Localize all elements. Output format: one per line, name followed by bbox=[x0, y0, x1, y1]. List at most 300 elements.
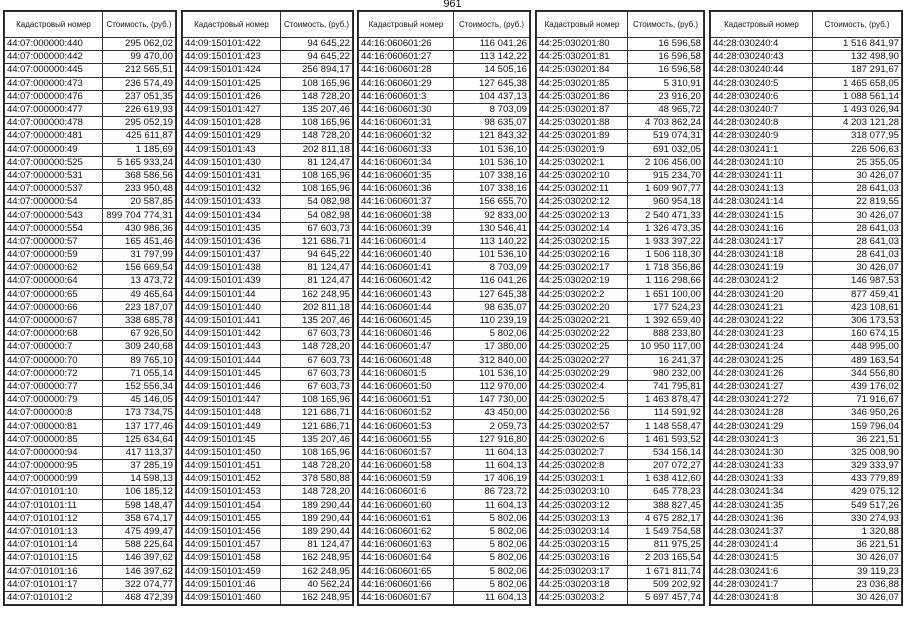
cost-cell: 5 802,06 bbox=[454, 512, 530, 525]
cost-cell: 330 274,93 bbox=[813, 512, 902, 525]
cadastral-number-cell: 44:09:150101:436 bbox=[183, 235, 281, 248]
cost-cell: 71 055,14 bbox=[103, 367, 176, 380]
cost-cell: 645 778,23 bbox=[628, 486, 704, 499]
cost-cell: 899 704 774,31 bbox=[103, 209, 176, 222]
cost-cell: 81 124,47 bbox=[281, 275, 353, 288]
table-row bbox=[711, 565, 902, 578]
cadastral-number-cell: 44:07:000000:481 bbox=[5, 130, 103, 143]
cost-cell: 8 703,09 bbox=[454, 262, 530, 275]
cadastral-number-cell: 44:09:150101:427 bbox=[183, 103, 281, 116]
cadastral-number-cell: 44:25:030202:6 bbox=[537, 433, 628, 446]
cadastral-number-cell: 44:28:030240:43 bbox=[711, 51, 813, 64]
cost-cell: 4 675 282,17 bbox=[628, 512, 704, 525]
cadastral-number-cell: 44:28:030240:6 bbox=[711, 90, 813, 103]
cadastral-number-cell: 44:25:030203:17 bbox=[537, 565, 628, 578]
cost-cell: 127 645,38 bbox=[454, 288, 530, 301]
table-row bbox=[359, 473, 530, 486]
table-row bbox=[537, 433, 704, 446]
cadastral-number-cell: 44:07:010101:13 bbox=[5, 525, 103, 538]
cost-cell: 534 156,14 bbox=[628, 446, 704, 459]
table-row bbox=[537, 38, 704, 51]
cost-cell: 433 779,89 bbox=[813, 473, 902, 486]
cost-cell: 877 459,41 bbox=[813, 288, 902, 301]
cadastral-number-cell: 44:25:030202:14 bbox=[537, 222, 628, 235]
cadastral-number-cell: 44:16:060601:37 bbox=[359, 196, 454, 209]
cost-cell: 888 233,80 bbox=[628, 328, 704, 341]
table-row bbox=[5, 328, 176, 341]
cost-cell: 148 728,20 bbox=[281, 90, 353, 103]
table-row bbox=[537, 301, 704, 314]
table-row bbox=[183, 499, 353, 512]
cadastral-number-cell: 44:16:060601:50 bbox=[359, 380, 454, 393]
table-row bbox=[359, 262, 530, 275]
table-row bbox=[711, 183, 902, 196]
cost-cell: 439 176,02 bbox=[813, 380, 902, 393]
table-row bbox=[359, 51, 530, 64]
cadastral-number-cell: 44:16:060601:45 bbox=[359, 314, 454, 327]
cadastral-number-cell: 44:07:000000:85 bbox=[5, 433, 103, 446]
table-row bbox=[537, 262, 704, 275]
cadastral-number-cell: 44:09:150101:459 bbox=[183, 565, 281, 578]
table-row bbox=[183, 446, 353, 459]
table-row bbox=[711, 156, 902, 169]
table-row bbox=[5, 394, 176, 407]
cost-cell: 148 728,20 bbox=[281, 341, 353, 354]
cadastral-number-cell: 44:07:000000:77 bbox=[5, 380, 103, 393]
cadastral-number-cell: 44:16:060601:4 bbox=[359, 235, 454, 248]
table-row bbox=[183, 314, 353, 327]
cadastral-number-cell: 44:28:030241:29 bbox=[711, 420, 813, 433]
cadastral-number-cell: 44:16:060601:35 bbox=[359, 169, 454, 182]
cost-cell: 11 604,13 bbox=[454, 460, 530, 473]
cadastral-number-cell: 44:28:030241:36 bbox=[711, 512, 813, 525]
cost-cell: 67 603,73 bbox=[281, 367, 353, 380]
table-row bbox=[5, 591, 176, 604]
cadastral-number-cell: 44:16:060601:6 bbox=[359, 486, 454, 499]
table-row bbox=[359, 539, 530, 552]
cadastral-number-cell: 44:07:010101:12 bbox=[5, 512, 103, 525]
table-row bbox=[537, 539, 704, 552]
cadastral-number-cell: 44:09:150101:430 bbox=[183, 156, 281, 169]
cost-cell: 30 426,07 bbox=[813, 262, 902, 275]
cadastral-number-cell: 44:25:030203:16 bbox=[537, 552, 628, 565]
cost-cell: 5 165 933,24 bbox=[103, 156, 176, 169]
cadastral-number-cell: 44:07:000000:99 bbox=[5, 473, 103, 486]
table-row bbox=[537, 341, 704, 354]
cost-cell: 107 338,16 bbox=[454, 183, 530, 196]
cost-cell: 5 697 457,74 bbox=[628, 591, 704, 604]
cadastral-number-cell: 44:09:150101:424 bbox=[183, 64, 281, 77]
table-row bbox=[537, 473, 704, 486]
cost-cell: 423 108,61 bbox=[813, 301, 902, 314]
table-row bbox=[711, 354, 902, 367]
cadastral-number-cell: 44:28:030241:33 bbox=[711, 460, 813, 473]
cost-cell: 162 248,95 bbox=[281, 565, 353, 578]
table-row bbox=[537, 275, 704, 288]
cadastral-number-cell: 44:28:030241:18 bbox=[711, 249, 813, 262]
cost-cell: 468 472,39 bbox=[103, 591, 176, 604]
cost-cell: 1 609 907,77 bbox=[628, 183, 704, 196]
cadastral-number-cell: 44:28:030241:6 bbox=[711, 565, 813, 578]
table-row bbox=[183, 578, 353, 591]
table-row bbox=[183, 90, 353, 103]
cadastral-number-cell: 44:07:010101:15 bbox=[5, 552, 103, 565]
cadastral-number-cell: 44:25:030202:21 bbox=[537, 314, 628, 327]
cadastral-number-cell: 44:07:010101:10 bbox=[5, 486, 103, 499]
cost-cell: 54 082,98 bbox=[281, 209, 353, 222]
cadastral-number-cell: 44:28:030241:2 bbox=[711, 275, 813, 288]
table-row bbox=[359, 512, 530, 525]
table-row bbox=[5, 235, 176, 248]
cost-cell: 92 833,00 bbox=[454, 209, 530, 222]
cadastral-number-cell: 44:28:030241:7 bbox=[711, 578, 813, 591]
cadastral-number-cell: 44:28:030241:8 bbox=[711, 591, 813, 604]
table-row bbox=[183, 288, 353, 301]
cost-cell: 691 032,05 bbox=[628, 143, 704, 156]
cost-cell: 114 591,92 bbox=[628, 407, 704, 420]
table-row bbox=[359, 433, 530, 446]
cost-cell: 344 556,80 bbox=[813, 367, 902, 380]
table-row bbox=[5, 486, 176, 499]
cadastral-number-cell: 44:28:030241:16 bbox=[711, 222, 813, 235]
header-cadastral: Кадастровый номер bbox=[711, 12, 813, 38]
cost-cell: 146 987,53 bbox=[813, 275, 902, 288]
cost-cell: 108 165,96 bbox=[281, 183, 353, 196]
cadastral-number-cell: 44:07:010101:16 bbox=[5, 565, 103, 578]
cost-cell: 187 291,67 bbox=[813, 64, 902, 77]
cadastral-number-cell: 44:07:000000:473 bbox=[5, 77, 103, 90]
table-row bbox=[711, 288, 902, 301]
cost-cell: 112 970,00 bbox=[454, 380, 530, 393]
table-row bbox=[359, 591, 530, 604]
cadastral-number-cell: 44:07:000000:8 bbox=[5, 407, 103, 420]
table-row bbox=[711, 143, 902, 156]
table-row bbox=[711, 341, 902, 354]
table-row bbox=[183, 130, 353, 143]
table-row bbox=[183, 51, 353, 64]
cost-cell: 30 426,07 bbox=[813, 209, 902, 222]
cadastral-number-cell: 44:25:030203:14 bbox=[537, 525, 628, 538]
table-row bbox=[359, 235, 530, 248]
table-row bbox=[359, 499, 530, 512]
cost-cell: 417 113,37 bbox=[103, 446, 176, 459]
cadastral-number-cell: 44:16:060601:48 bbox=[359, 354, 454, 367]
table-row bbox=[5, 380, 176, 393]
table-row bbox=[5, 473, 176, 486]
cost-cell: 81 124,47 bbox=[281, 262, 353, 275]
cost-cell: 5 802,06 bbox=[454, 525, 530, 538]
table-row bbox=[183, 354, 353, 367]
cadastral-number-cell: 44:09:150101:441 bbox=[183, 314, 281, 327]
cost-cell: 223 187,07 bbox=[103, 301, 176, 314]
cost-cell: 598 148,47 bbox=[103, 499, 176, 512]
cost-cell: 49 465,64 bbox=[103, 288, 176, 301]
cadastral-number-cell: 44:16:060601:51 bbox=[359, 394, 454, 407]
cost-cell: 22 819,55 bbox=[813, 196, 902, 209]
cost-cell: 20 587,85 bbox=[103, 196, 176, 209]
cadastral-number-cell: 44:28:030241:22 bbox=[711, 314, 813, 327]
cadastral-number-cell: 44:16:060601:41 bbox=[359, 262, 454, 275]
cost-cell: 16 596,58 bbox=[628, 38, 704, 51]
cadastral-number-cell: 44:07:000000:68 bbox=[5, 328, 103, 341]
cost-cell: 811 975,25 bbox=[628, 539, 704, 552]
cadastral-number-cell: 44:09:150101:439 bbox=[183, 275, 281, 288]
cadastral-number-cell: 44:28:030241:21 bbox=[711, 301, 813, 314]
cadastral-number-cell: 44:09:150101:45 bbox=[183, 433, 281, 446]
header-cost: Стоимость, (руб.) bbox=[281, 12, 353, 38]
table-row bbox=[537, 499, 704, 512]
cost-cell: 48 965,72 bbox=[628, 103, 704, 116]
cadastral-number-cell: 44:07:000000:81 bbox=[5, 420, 103, 433]
table-row bbox=[359, 103, 530, 116]
table-row bbox=[5, 183, 176, 196]
table-row bbox=[537, 512, 704, 525]
cost-cell: 30 426,07 bbox=[813, 591, 902, 604]
table-row bbox=[711, 525, 902, 538]
cost-cell: 11 604,13 bbox=[454, 446, 530, 459]
cadastral-number-cell: 44:09:150101:437 bbox=[183, 249, 281, 262]
cadastral-number-cell: 44:28:030241:25 bbox=[711, 354, 813, 367]
table-row bbox=[359, 407, 530, 420]
cost-cell: 17 380,00 bbox=[454, 341, 530, 354]
table-row bbox=[5, 460, 176, 473]
table-row bbox=[711, 446, 902, 459]
table-row bbox=[183, 328, 353, 341]
cost-cell: 116 041,26 bbox=[454, 275, 530, 288]
cadastral-number-cell: 44:28:030241:20 bbox=[711, 288, 813, 301]
table-row bbox=[183, 103, 353, 116]
cost-cell: 43 450,00 bbox=[454, 407, 530, 420]
cost-cell: 425 611,87 bbox=[103, 130, 176, 143]
cost-cell: 71 916,67 bbox=[813, 394, 902, 407]
header-cadastral: Кадастровый номер bbox=[183, 12, 281, 38]
cost-cell: 135 207,46 bbox=[281, 314, 353, 327]
cost-cell: 368 586,56 bbox=[103, 169, 176, 182]
cadastral-number-cell: 44:07:000000:70 bbox=[5, 354, 103, 367]
cost-cell: 1 671 811,74 bbox=[628, 565, 704, 578]
cadastral-number-cell: 44:25:030202:20 bbox=[537, 301, 628, 314]
cadastral-number-cell: 44:28:030241:26 bbox=[711, 367, 813, 380]
cost-cell: 177 524,23 bbox=[628, 301, 704, 314]
cadastral-number-cell: 44:28:030241:30 bbox=[711, 446, 813, 459]
cost-cell: 338 685,78 bbox=[103, 314, 176, 327]
header-row bbox=[183, 12, 353, 38]
table-row bbox=[537, 235, 704, 248]
cost-cell: 127 645,38 bbox=[454, 77, 530, 90]
cadastral-number-cell: 44:28:030241:37 bbox=[711, 525, 813, 538]
cadastral-number-cell: 44:25:030202:10 bbox=[537, 169, 628, 182]
table-row bbox=[711, 249, 902, 262]
cadastral-number-cell: 44:07:000000:94 bbox=[5, 446, 103, 459]
table-row bbox=[5, 169, 176, 182]
cost-cell: 110 239,19 bbox=[454, 314, 530, 327]
cadastral-number-cell: 44:16:060601:33 bbox=[359, 143, 454, 156]
cost-cell: 4 203 121,28 bbox=[813, 117, 902, 130]
cost-cell: 256 894,17 bbox=[281, 64, 353, 77]
cadastral-number-cell: 44:09:150101:440 bbox=[183, 301, 281, 314]
cadastral-number-cell: 44:28:030240:5 bbox=[711, 77, 813, 90]
table-row bbox=[183, 460, 353, 473]
table-row bbox=[183, 394, 353, 407]
table-row bbox=[359, 156, 530, 169]
table-row bbox=[359, 222, 530, 235]
table-row bbox=[711, 103, 902, 116]
cost-cell: 94 645,22 bbox=[281, 38, 353, 51]
cadastral-number-cell: 44:16:060601:5 bbox=[359, 367, 454, 380]
table-row bbox=[183, 525, 353, 538]
cost-cell: 162 248,95 bbox=[281, 288, 353, 301]
table-row bbox=[359, 169, 530, 182]
cadastral-number-cell: 44:25:030201:80 bbox=[537, 38, 628, 51]
cadastral-number-cell: 44:25:030202:12 bbox=[537, 196, 628, 209]
cost-cell: 295 052,19 bbox=[103, 117, 176, 130]
cadastral-number-cell: 44:16:060601:30 bbox=[359, 103, 454, 116]
table-row bbox=[5, 512, 176, 525]
cost-cell: 67 603,73 bbox=[281, 328, 353, 341]
cost-cell: 135 207,46 bbox=[281, 103, 353, 116]
cadastral-number-cell: 44:07:000000:49 bbox=[5, 143, 103, 156]
table-row bbox=[5, 77, 176, 90]
cadastral-number-cell: 44:16:060601:28 bbox=[359, 64, 454, 77]
cadastral-number-cell: 44:28:030240:9 bbox=[711, 130, 813, 143]
cadastral-number-cell: 44:25:030202:25 bbox=[537, 341, 628, 354]
table-row bbox=[5, 249, 176, 262]
cadastral-number-cell: 44:16:060601:60 bbox=[359, 499, 454, 512]
table-row bbox=[359, 552, 530, 565]
cadastral-number-cell: 44:09:150101:442 bbox=[183, 328, 281, 341]
cost-cell: 1 638 412,60 bbox=[628, 473, 704, 486]
cadastral-number-cell: 44:09:150101:447 bbox=[183, 394, 281, 407]
cadastral-number-cell: 44:16:060601:57 bbox=[359, 446, 454, 459]
table-row bbox=[183, 380, 353, 393]
cadastral-number-cell: 44:09:150101:428 bbox=[183, 117, 281, 130]
cadastral-number-cell: 44:16:060601:52 bbox=[359, 407, 454, 420]
cadastral-number-cell: 44:09:150101:453 bbox=[183, 486, 281, 499]
cost-cell: 159 796,04 bbox=[813, 420, 902, 433]
cadastral-number-cell: 44:25:030202:13 bbox=[537, 209, 628, 222]
table-row bbox=[711, 473, 902, 486]
cadastral-number-cell: 44:16:060601:61 bbox=[359, 512, 454, 525]
cadastral-number-cell: 44:07:010101:17 bbox=[5, 578, 103, 591]
table-row bbox=[183, 565, 353, 578]
cost-cell: 233 950,48 bbox=[103, 183, 176, 196]
cadastral-number-cell: 44:16:060601:66 bbox=[359, 578, 454, 591]
cost-cell: 108 165,96 bbox=[281, 169, 353, 182]
cost-cell: 429 075,12 bbox=[813, 486, 902, 499]
cadastral-number-cell: 44:25:030203:2 bbox=[537, 591, 628, 604]
cadastral-number-cell: 44:28:030241:3 bbox=[711, 433, 813, 446]
cadastral-number-cell: 44:09:150101:454 bbox=[183, 499, 281, 512]
cadastral-number-cell: 44:25:030202:57 bbox=[537, 420, 628, 433]
cost-cell: 212 565,51 bbox=[103, 64, 176, 77]
cost-cell: 94 645,22 bbox=[281, 51, 353, 64]
cadastral-number-cell: 44:25:030201:81 bbox=[537, 51, 628, 64]
table-row bbox=[183, 143, 353, 156]
cadastral-number-cell: 44:09:150101:458 bbox=[183, 552, 281, 565]
table-row bbox=[537, 183, 704, 196]
cost-cell: 475 499,47 bbox=[103, 525, 176, 538]
cadastral-number-cell: 44:16:060601:38 bbox=[359, 209, 454, 222]
cost-cell: 1 463 878,47 bbox=[628, 394, 704, 407]
cost-cell: 430 986,36 bbox=[103, 222, 176, 235]
table-row bbox=[537, 354, 704, 367]
cost-cell: 98 635,07 bbox=[454, 301, 530, 314]
cost-cell: 1 326 473,35 bbox=[628, 222, 704, 235]
cost-cell: 329 333,97 bbox=[813, 460, 902, 473]
cadastral-number-cell: 44:16:060601:59 bbox=[359, 473, 454, 486]
table-row bbox=[359, 486, 530, 499]
cadastral-number-cell: 44:16:060601:34 bbox=[359, 156, 454, 169]
table-row bbox=[5, 38, 176, 51]
cadastral-number-cell: 44:16:060601:53 bbox=[359, 420, 454, 433]
cost-cell: 306 173,53 bbox=[813, 314, 902, 327]
cadastral-number-cell: 44:09:150101:426 bbox=[183, 90, 281, 103]
header-row bbox=[5, 12, 176, 38]
cadastral-number-cell: 44:09:150101:449 bbox=[183, 420, 281, 433]
cost-cell: 14 598,13 bbox=[103, 473, 176, 486]
cost-cell: 101 536,10 bbox=[454, 367, 530, 380]
cost-cell: 202 811,18 bbox=[281, 301, 353, 314]
cost-cell: 108 165,96 bbox=[281, 117, 353, 130]
cost-cell: 1 148 558,47 bbox=[628, 420, 704, 433]
cost-cell: 121 686,71 bbox=[281, 407, 353, 420]
cadastral-number-cell: 44:16:060601:29 bbox=[359, 77, 454, 90]
cadastral-number-cell: 44:09:150101:456 bbox=[183, 525, 281, 538]
cost-cell: 10 950 117,00 bbox=[628, 341, 704, 354]
table-row bbox=[5, 262, 176, 275]
cost-cell: 5 802,06 bbox=[454, 328, 530, 341]
cost-cell: 1 549 754,58 bbox=[628, 525, 704, 538]
table-row bbox=[183, 539, 353, 552]
cost-cell: 121 686,71 bbox=[281, 235, 353, 248]
cadastral-number-cell: 44:25:030202:11 bbox=[537, 183, 628, 196]
cost-cell: 2 540 471,33 bbox=[628, 209, 704, 222]
cadastral-number-cell: 44:25:030201:9 bbox=[537, 143, 628, 156]
table-row bbox=[5, 420, 176, 433]
cadastral-number-cell: 44:09:150101:425 bbox=[183, 77, 281, 90]
cadastral-number-cell: 44:28:030241:15 bbox=[711, 209, 813, 222]
table-row bbox=[711, 130, 902, 143]
table-row bbox=[711, 77, 902, 90]
cost-cell: 121 843,32 bbox=[454, 130, 530, 143]
cost-cell: 86 723,72 bbox=[454, 486, 530, 499]
cadastral-number-cell: 44:07:000000:442 bbox=[5, 51, 103, 64]
cadastral-table bbox=[536, 11, 704, 605]
table-row bbox=[183, 169, 353, 182]
header-cost: Стоимость, (руб.) bbox=[454, 12, 530, 38]
cost-cell: 125 634,64 bbox=[103, 433, 176, 446]
table-row bbox=[359, 341, 530, 354]
table-row bbox=[537, 90, 704, 103]
cost-cell: 226 506,63 bbox=[813, 143, 902, 156]
header-cadastral: Кадастровый номер bbox=[537, 12, 628, 38]
cost-cell: 13 473,72 bbox=[103, 275, 176, 288]
header-cost: Стоимость, (руб.) bbox=[813, 12, 902, 38]
cadastral-number-cell: 44:09:150101:455 bbox=[183, 512, 281, 525]
cost-cell: 1 465 658,05 bbox=[813, 77, 902, 90]
cost-cell: 2 203 165,54 bbox=[628, 552, 704, 565]
cadastral-number-cell: 44:09:150101:460 bbox=[183, 591, 281, 604]
table-column-block bbox=[181, 10, 354, 606]
table-row bbox=[711, 367, 902, 380]
cadastral-number-cell: 44:25:030202:7 bbox=[537, 446, 628, 459]
table-row bbox=[711, 380, 902, 393]
cost-cell: 1 933 397,22 bbox=[628, 235, 704, 248]
cadastral-number-cell: 44:25:030203:13 bbox=[537, 512, 628, 525]
table-row bbox=[711, 90, 902, 103]
cost-cell: 1 461 593,52 bbox=[628, 433, 704, 446]
cadastral-number-cell: 44:07:000000:72 bbox=[5, 367, 103, 380]
